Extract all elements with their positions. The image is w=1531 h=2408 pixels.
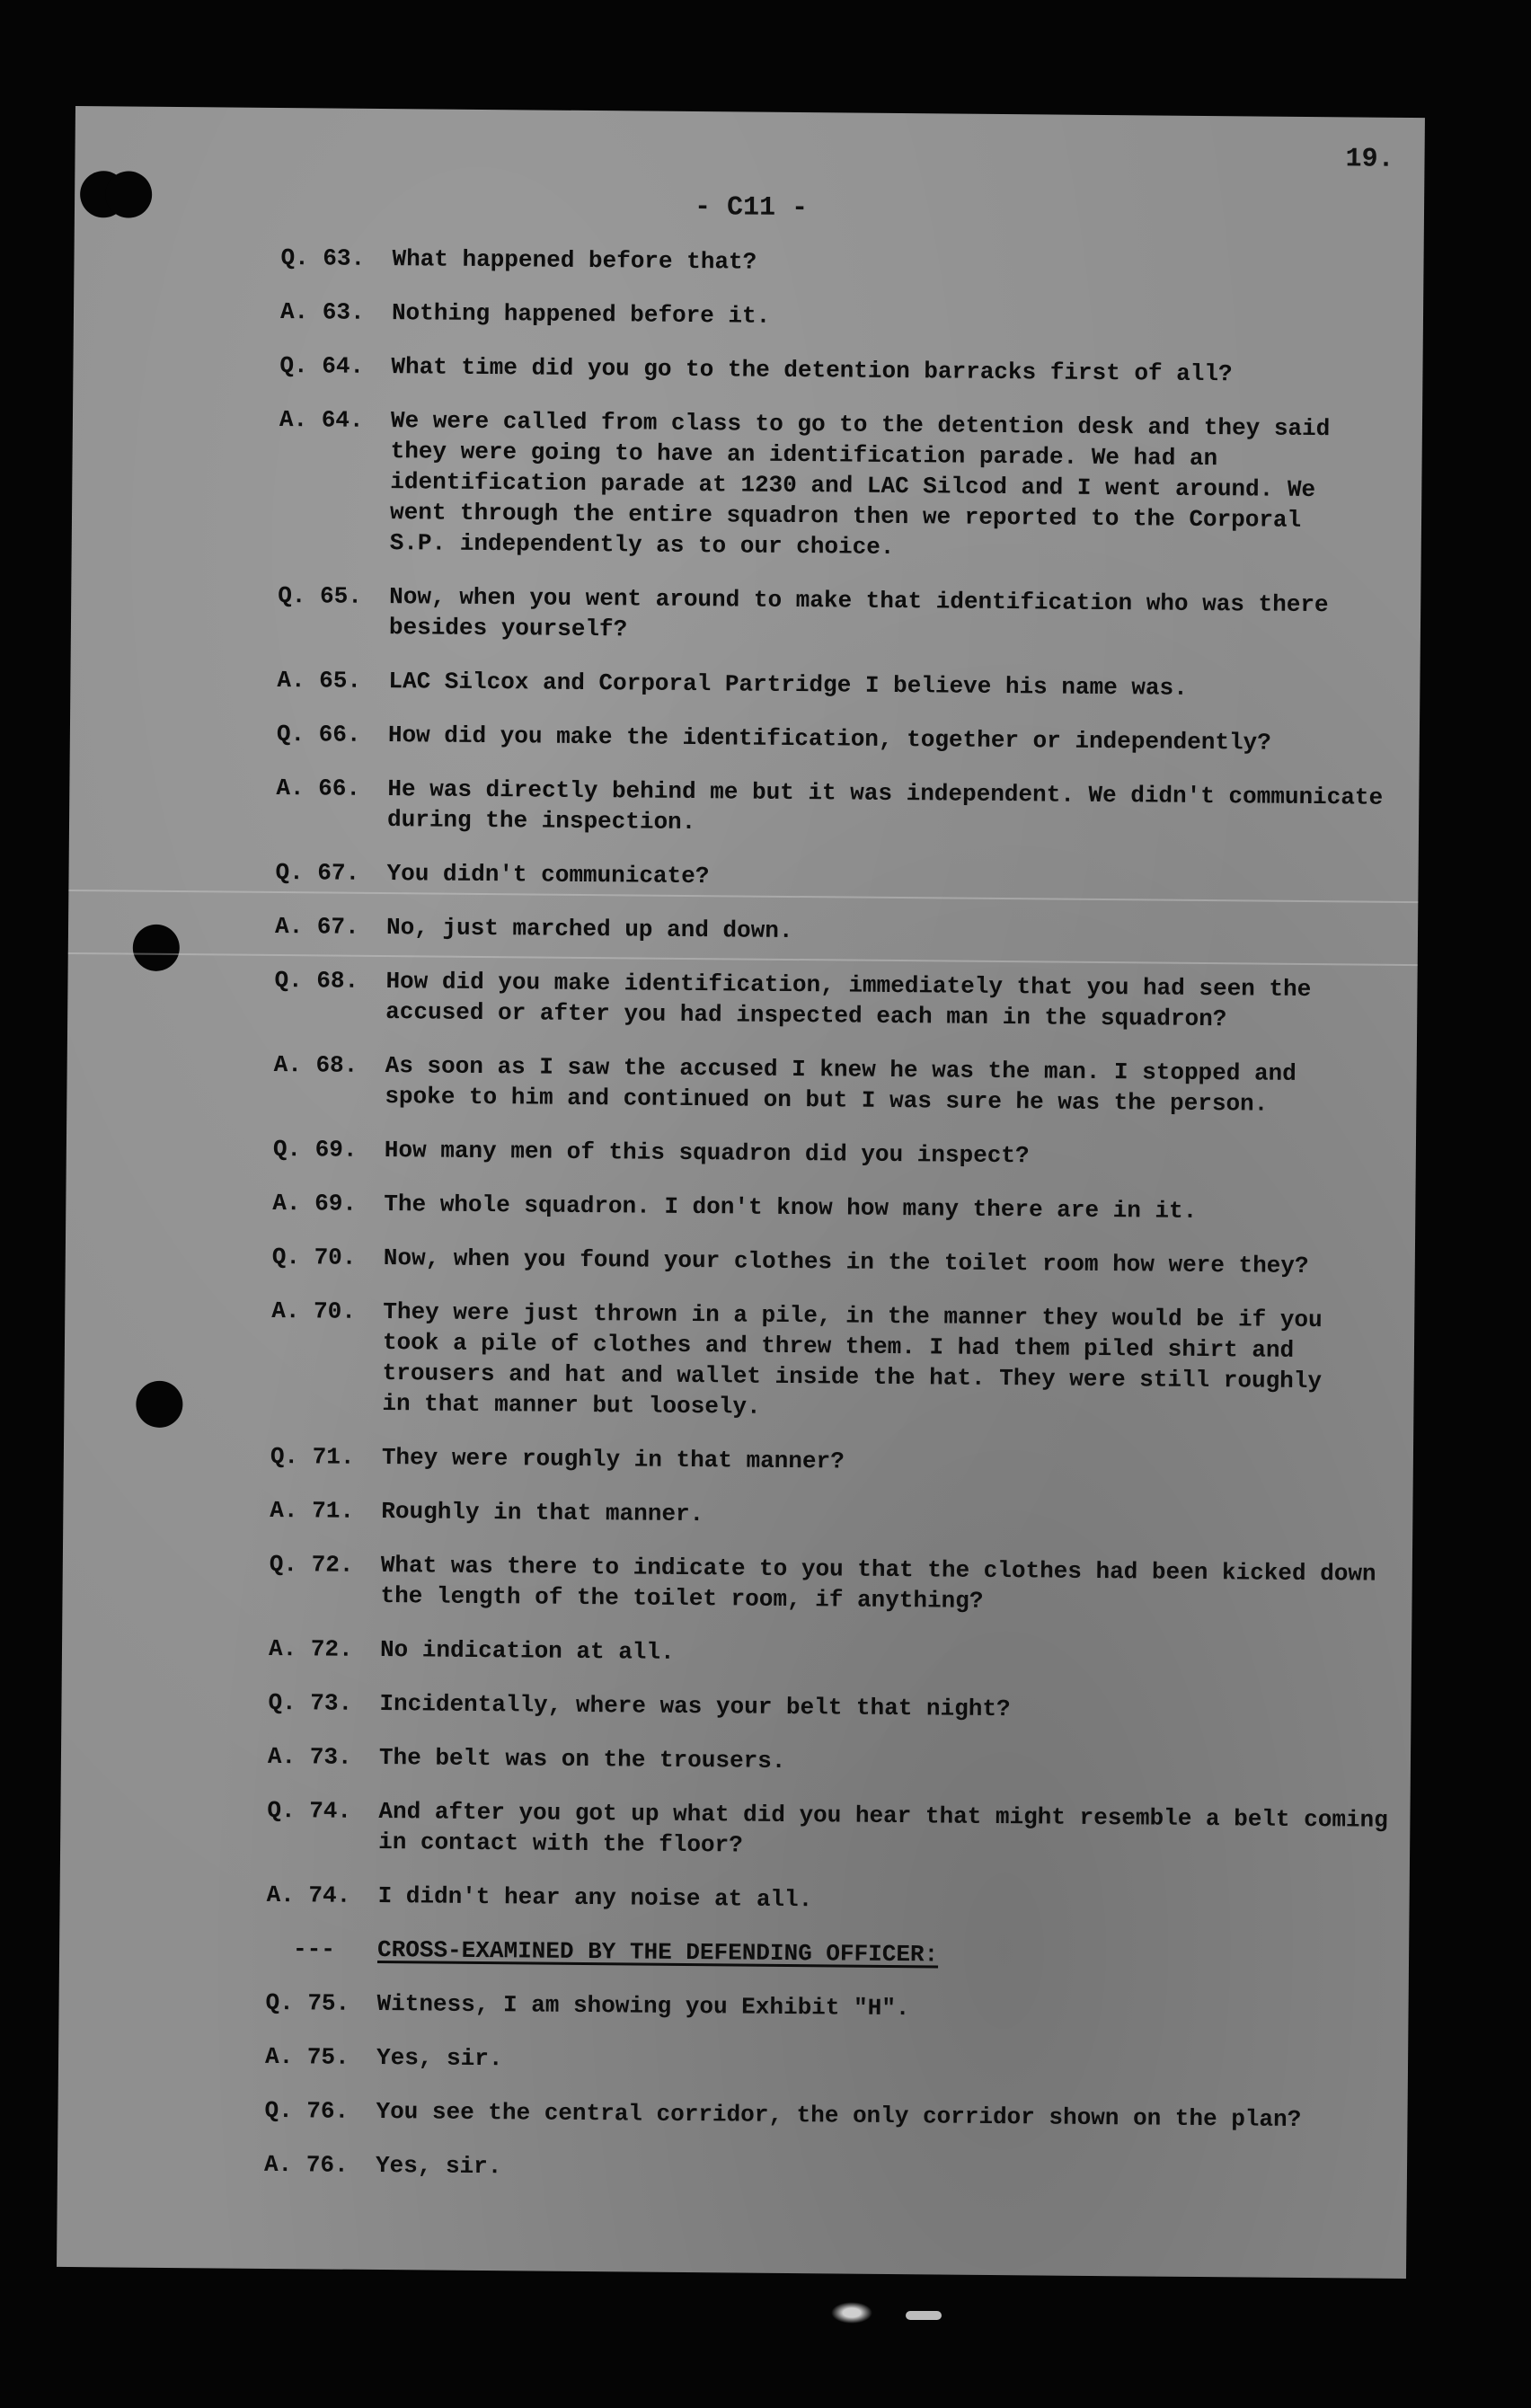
entry-text: Now, when you went around to make that identification who was there besides yourself? [388, 583, 1329, 643]
answer-entry [273, 1049, 1406, 1120]
entry-text: You didn't communicate? [386, 860, 710, 890]
entry-text: He was directly behind me but it was independent. We didn't communicate during the inspection. [386, 775, 1384, 837]
entry-label: Q. 69. [272, 1135, 358, 1164]
question-entry [275, 857, 1407, 898]
entry-label: A. 71. [270, 1496, 355, 1525]
entry-label: Q. 75. [265, 1988, 350, 2017]
document-page [57, 106, 1425, 2279]
entry-text: Incidentally, where was your belt that night? [379, 1690, 1011, 1723]
question-entry [277, 719, 1409, 759]
entry-text: How did you make identification, immediately that you had seen the accused or after you had inspected each man in the squadron? [385, 968, 1312, 1033]
entry-text: LAC Silcox and Corporal Partridge I believe his name was. [388, 668, 1188, 702]
entry-text: Yes, sir. [375, 2152, 502, 2181]
entry-label: A. 67. [274, 912, 359, 941]
entry-label: Q. 68. [274, 966, 359, 995]
entry-label: Q. 72. [269, 1550, 354, 1579]
entry-label: Q. 71. [270, 1442, 355, 1471]
punch-hole [136, 1381, 182, 1428]
entry-label: A. 65. [277, 666, 362, 695]
entry-label: A. 64. [279, 405, 364, 434]
entry-text: Witness, I am showing you Exhibit "H". [376, 1990, 910, 2023]
entry-label: Q. 67. [275, 858, 360, 887]
question-entry [270, 1441, 1403, 1482]
answer-entry [272, 1188, 1404, 1228]
question-entry [269, 1549, 1402, 1620]
entry-label: Q. 73. [268, 1688, 353, 1717]
entry-label: A. 70. [271, 1297, 357, 1325]
entry-label: A. 72. [268, 1634, 353, 1663]
qa-list-cross-exam [264, 1987, 1398, 2190]
entry-text: I didn't hear any noise at all. [377, 1882, 813, 1914]
punch-hole [133, 925, 180, 971]
entry-label: Q. 65. [278, 581, 363, 610]
page-header: - C11 - [694, 192, 809, 225]
entry-label: A. 73. [267, 1742, 352, 1771]
question-entry [268, 1687, 1400, 1728]
entry-label: A. 63. [279, 297, 365, 326]
entry-label: A. 68. [273, 1050, 358, 1079]
answer-entry [270, 1296, 1403, 1428]
question-entry [280, 243, 1412, 283]
entry-label: Q. 64. [279, 351, 365, 380]
answer-entry [279, 404, 1412, 567]
answer-entry [269, 1633, 1401, 1674]
entry-text: No indication at all. [379, 1636, 675, 1666]
entry-label: Q. 74. [267, 1796, 352, 1825]
entry-text: And after you got up what did you hear that might resemble a belt coming in contact with the floor? [378, 1798, 1388, 1859]
entry-label: Q. 63. [280, 244, 366, 272]
entry-text: No, just marched up and down. [385, 914, 793, 945]
question-entry [267, 1795, 1400, 1866]
punch-hole [105, 171, 152, 217]
answer-entry [276, 773, 1409, 844]
answer-entry [264, 2149, 1396, 2190]
answer-entry [280, 297, 1412, 337]
entry-text: What time did you go to the detention barracks first of all? [391, 353, 1233, 388]
question-entry [274, 965, 1407, 1036]
answer-entry [275, 911, 1407, 952]
question-entry [273, 1134, 1405, 1174]
question-entry [279, 350, 1412, 391]
entry-text: How did you make the identification, together or independently? [387, 722, 1271, 757]
entry-text: The whole squadron. I don't know how many there are in it. [384, 1191, 1198, 1225]
entry-text: What happened before that? [392, 245, 757, 276]
film-mark [831, 2302, 872, 2324]
section-dash: --- [292, 1935, 336, 1963]
entry-text: As soon as I saw the accused I knew he was the man. I stopped and spoke to him and continued on but I was sure he was the person. [385, 1052, 1296, 1118]
entry-label: Q. 76. [264, 2096, 350, 2125]
entry-text: They were just thrown in a pile, in the manner they would be if you took a pile of clothes and threw them. I had them piled shirt and trousers and hat and wallet inside the hat. They were still roughly in that manner but loosely. [382, 1298, 1323, 1421]
question-entry [265, 1987, 1397, 2028]
section-title: CROSS-EXAMINED BY THE DEFENDING OFFICER: [376, 1936, 939, 1969]
entry-label: A. 74. [266, 1881, 351, 1909]
answer-entry [266, 1880, 1398, 1920]
entry-label: A. 75. [264, 2042, 350, 2071]
question-entry [272, 1242, 1404, 1282]
entry-text: Nothing happened before it. [391, 299, 771, 330]
entry-label: A. 76. [263, 2150, 349, 2179]
entry-text: You see the central corridor, the only corridor shown on the plan? [376, 2098, 1302, 2133]
transcript [264, 243, 1413, 2213]
entry-label: A. 69. [272, 1189, 358, 1217]
answer-entry [270, 1495, 1402, 1536]
entry-label: A. 66. [276, 774, 361, 802]
entry-text: Yes, sir. [376, 2044, 503, 2073]
answer-entry [277, 665, 1409, 705]
question-entry [278, 580, 1411, 651]
entry-text: Roughly in that manner. [381, 1498, 704, 1528]
entry-text: Now, when you found your clothes in the toilet room how were they? [383, 1244, 1309, 1280]
entry-text: How many men of this squadron did you inspect? [384, 1137, 1030, 1170]
entry-text: They were roughly in that manner? [381, 1444, 845, 1475]
entry-text: What was there to indicate to you that the clothes had been kicked down the length of the toilet room, if anything? [380, 1552, 1376, 1615]
answer-entry [265, 2041, 1397, 2082]
page-number: 19. [1345, 144, 1394, 175]
entry-label: Q. 70. [271, 1243, 357, 1271]
question-entry [264, 2095, 1396, 2136]
answer-entry [268, 1741, 1400, 1782]
film-mark [906, 2311, 942, 2320]
section-heading [266, 1934, 1398, 1974]
entry-label: Q. 66. [276, 720, 361, 748]
entry-text: We were called from class to go to the detention desk and they said they were going to have an identification parade. We had an identification parade at 1230 and LAC Silcod and I went around. We went through the entire squadron then we reported to the Corporal S.P. independently as to our choice. [389, 407, 1331, 561]
qa-list [266, 243, 1412, 1920]
entry-text: The belt was on the trousers. [378, 1744, 786, 1775]
